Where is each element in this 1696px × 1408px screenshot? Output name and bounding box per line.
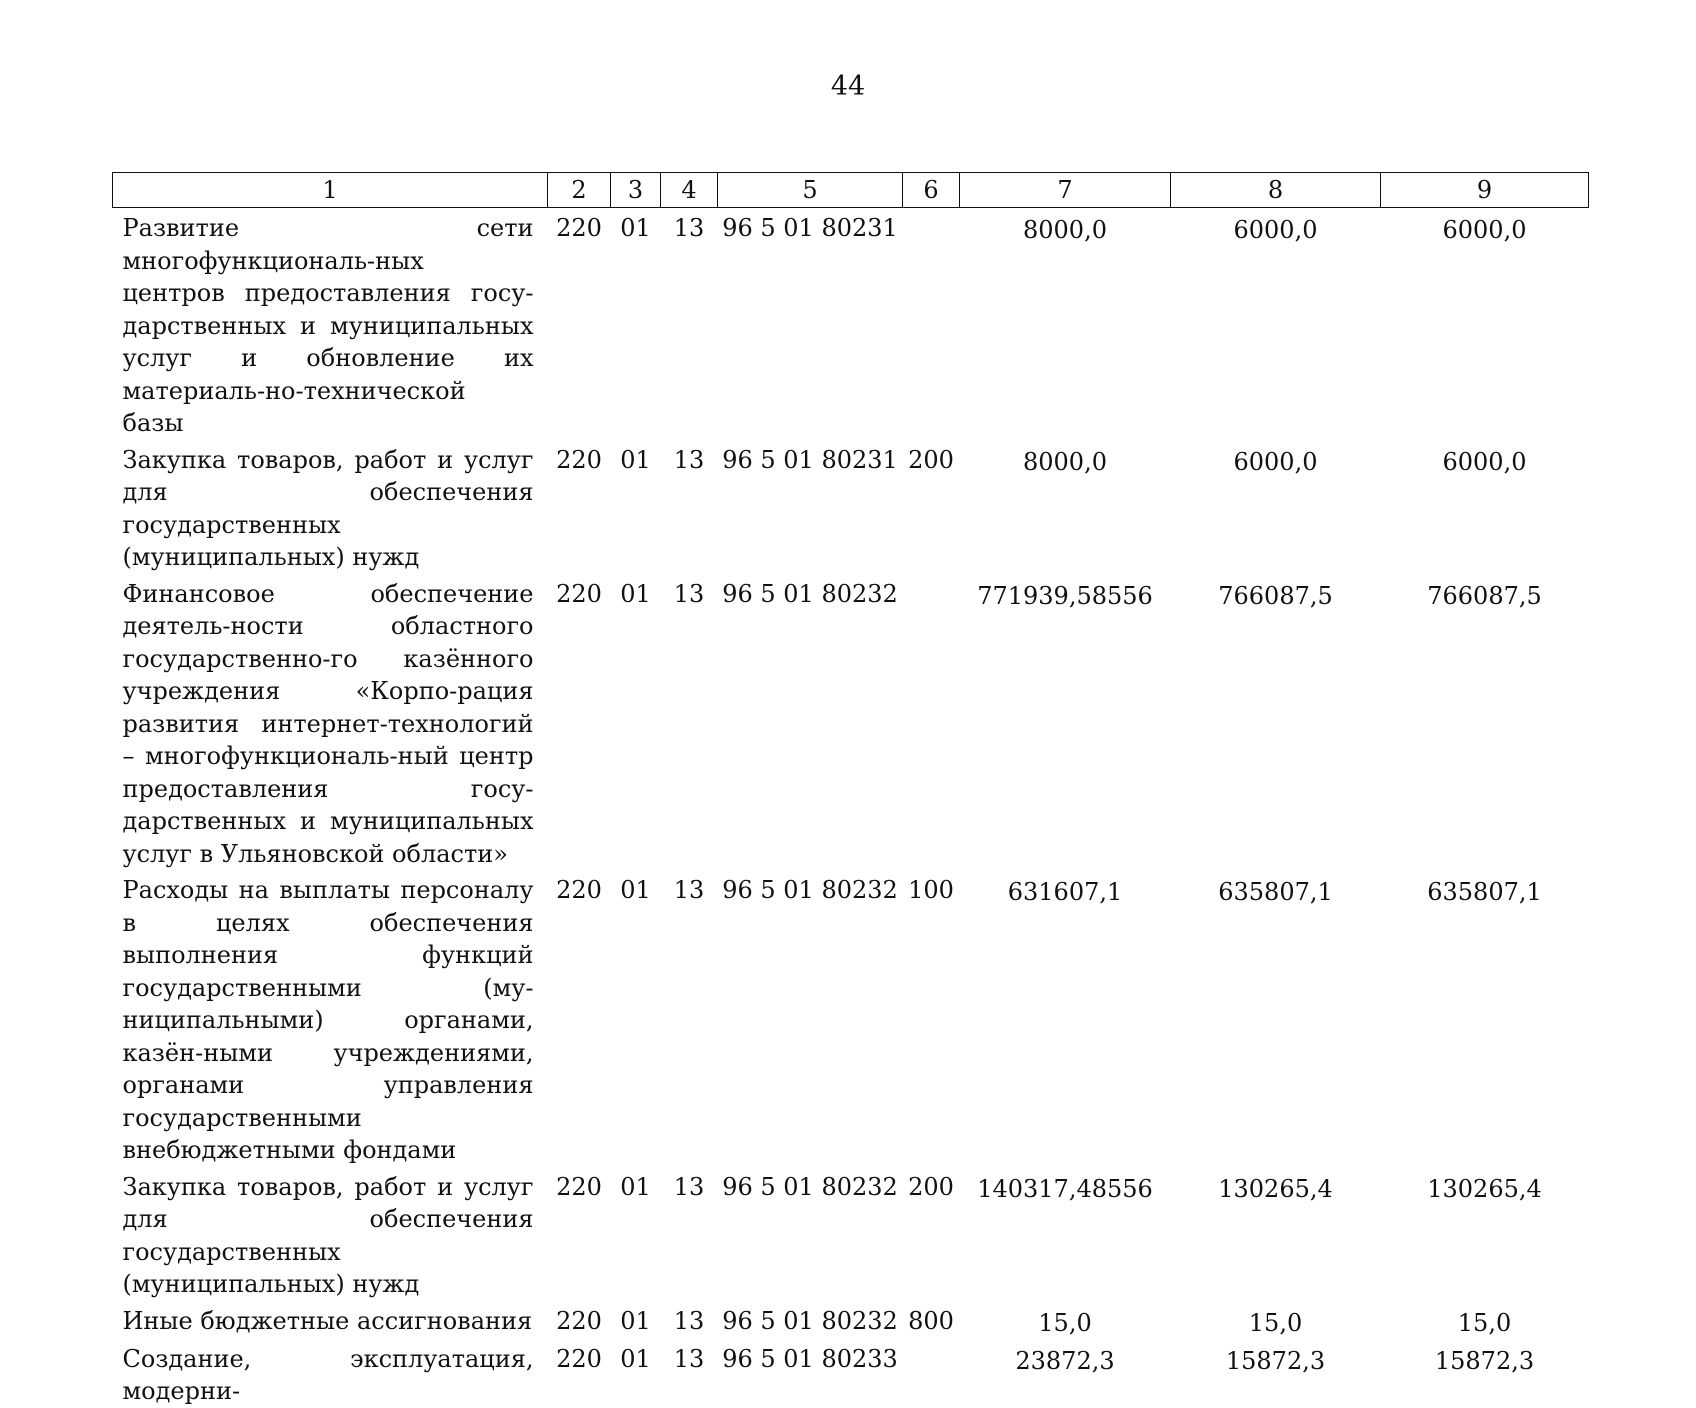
row-amount-col7: 631607,1 <box>1007 878 1123 906</box>
row-name: Закупка товаров, работ и услуг для обеспечения государственных (муниципальных) нужд <box>122 1172 534 1298</box>
row-expense-type <box>903 1339 960 1408</box>
row-name: Развитие сети многофункциональ-ных центров предоставления госу-дарственных и муниципальных услуг и обновление их материаль-но-технической базы <box>122 214 534 437</box>
row-amount-col7: 8000,0 <box>1023 216 1107 244</box>
row-amount-col9: 766087,5 <box>1427 581 1542 610</box>
header-col-3: 3 <box>611 173 661 208</box>
row-target-article: 96 5 01 80232 <box>722 1306 898 1335</box>
row-amount-col8: 6000,0 <box>1233 216 1318 244</box>
row-name: Закупка товаров, работ и услуг для обеспечения государственных (муниципальных) нужд <box>122 445 534 571</box>
row-subsection: 13 <box>673 579 705 608</box>
row-amount-col8: 766087,5 <box>1218 581 1333 610</box>
row-subsection: 13 <box>673 1344 705 1373</box>
header-col-6: 6 <box>903 173 960 208</box>
row-subsection: 13 <box>673 1172 705 1201</box>
row-amount-col9: 635807,1 <box>1427 878 1542 906</box>
row-target-article: 96 5 01 80233 <box>722 1344 898 1373</box>
row-amount-col9: 6000,0 <box>1442 447 1527 476</box>
table-row <box>113 1339 1589 1408</box>
row-section: 01 <box>620 1344 651 1373</box>
header-col-5: 5 <box>718 173 903 208</box>
table-header-row <box>113 173 1589 208</box>
row-amount-col8: 6000,0 <box>1233 447 1318 476</box>
row-subsection: 13 <box>673 214 705 242</box>
table-row <box>113 440 1589 574</box>
row-section: 01 <box>620 1172 651 1201</box>
row-amount-col8: 15,0 <box>1248 1308 1303 1337</box>
row-expense-type: 200 <box>908 1172 954 1201</box>
row-admin-code: 220 <box>556 876 602 904</box>
table-row <box>113 870 1589 1167</box>
page-number: 44 <box>830 71 866 102</box>
row-amount-col7: 771939,58556 <box>977 581 1153 610</box>
row-expense-type: 200 <box>908 445 954 474</box>
row-admin-code: 220 <box>556 445 602 474</box>
row-amount-col8: 130265,4 <box>1218 1174 1333 1203</box>
row-section: 01 <box>620 445 651 474</box>
row-amount-col9: 15,0 <box>1457 1308 1512 1337</box>
row-section: 01 <box>620 579 651 608</box>
row-amount-col7: 15,0 <box>1038 1308 1092 1337</box>
header-col-2: 2 <box>548 173 611 208</box>
header-col-8: 8 <box>1171 173 1381 208</box>
row-name: Создание, эксплуатация, модерни- <box>122 1344 534 1405</box>
row-amount-col9: 6000,0 <box>1442 216 1527 244</box>
row-target-article: 96 5 01 80232 <box>722 579 898 608</box>
row-name: Иные бюджетные ассигнования <box>122 1306 533 1335</box>
row-admin-code: 220 <box>556 1172 602 1201</box>
row-name: Расходы на выплаты персоналу в целях обеспечения выполнения функций государственными (му-ниципальными) органами, казён-ными учреждениями, органами управления государственными внебюджетными фондами <box>122 876 534 1164</box>
row-subsection: 13 <box>673 876 705 904</box>
row-amount-col7: 140317,48556 <box>977 1174 1153 1203</box>
row-section: 01 <box>620 214 651 242</box>
row-section: 01 <box>620 1306 651 1335</box>
row-target-article: 96 5 01 80232 <box>722 1172 898 1201</box>
row-admin-code: 220 <box>556 1306 602 1335</box>
row-section: 01 <box>620 876 651 904</box>
row-amount-col9: 15872,3 <box>1434 1346 1535 1375</box>
header-col-7: 7 <box>960 173 1171 208</box>
table-row <box>113 1167 1589 1301</box>
table-row <box>113 208 1589 440</box>
table-row <box>113 1301 1589 1339</box>
row-expense-type: 100 <box>908 876 954 904</box>
row-target-article: 96 5 01 80231 <box>722 214 898 242</box>
row-amount-col7: 23872,3 <box>1015 1346 1115 1375</box>
row-admin-code: 220 <box>556 579 602 608</box>
header-col-9: 9 <box>1381 173 1589 208</box>
header-col-4: 4 <box>661 173 718 208</box>
row-expense-type <box>903 574 960 871</box>
row-admin-code: 220 <box>556 214 602 242</box>
row-subsection: 13 <box>673 1306 705 1335</box>
row-admin-code: 220 <box>556 1344 602 1373</box>
row-amount-col8: 635807,1 <box>1218 878 1333 906</box>
row-expense-type: 800 <box>908 1306 954 1335</box>
row-subsection: 13 <box>673 445 705 474</box>
row-target-article: 96 5 01 80231 <box>722 445 898 474</box>
table-row <box>113 574 1589 871</box>
header-col-1: 1 <box>113 173 548 208</box>
row-name: Финансовое обеспечение деятель-ности областного государственно-го казённого учреждения «Корпо-рация развития интернет-технологий – многофункциональ-ный центр предоставления госу-дарственных и муниципальных услуг в Ульяновской области» <box>122 579 534 868</box>
budget-table <box>112 172 1589 1408</box>
row-target-article: 96 5 01 80232 <box>722 876 898 904</box>
row-amount-col9: 130265,4 <box>1427 1174 1542 1203</box>
row-expense-type <box>903 208 960 440</box>
row-amount-col7: 8000,0 <box>1023 447 1107 476</box>
row-amount-col8: 15872,3 <box>1225 1346 1326 1375</box>
